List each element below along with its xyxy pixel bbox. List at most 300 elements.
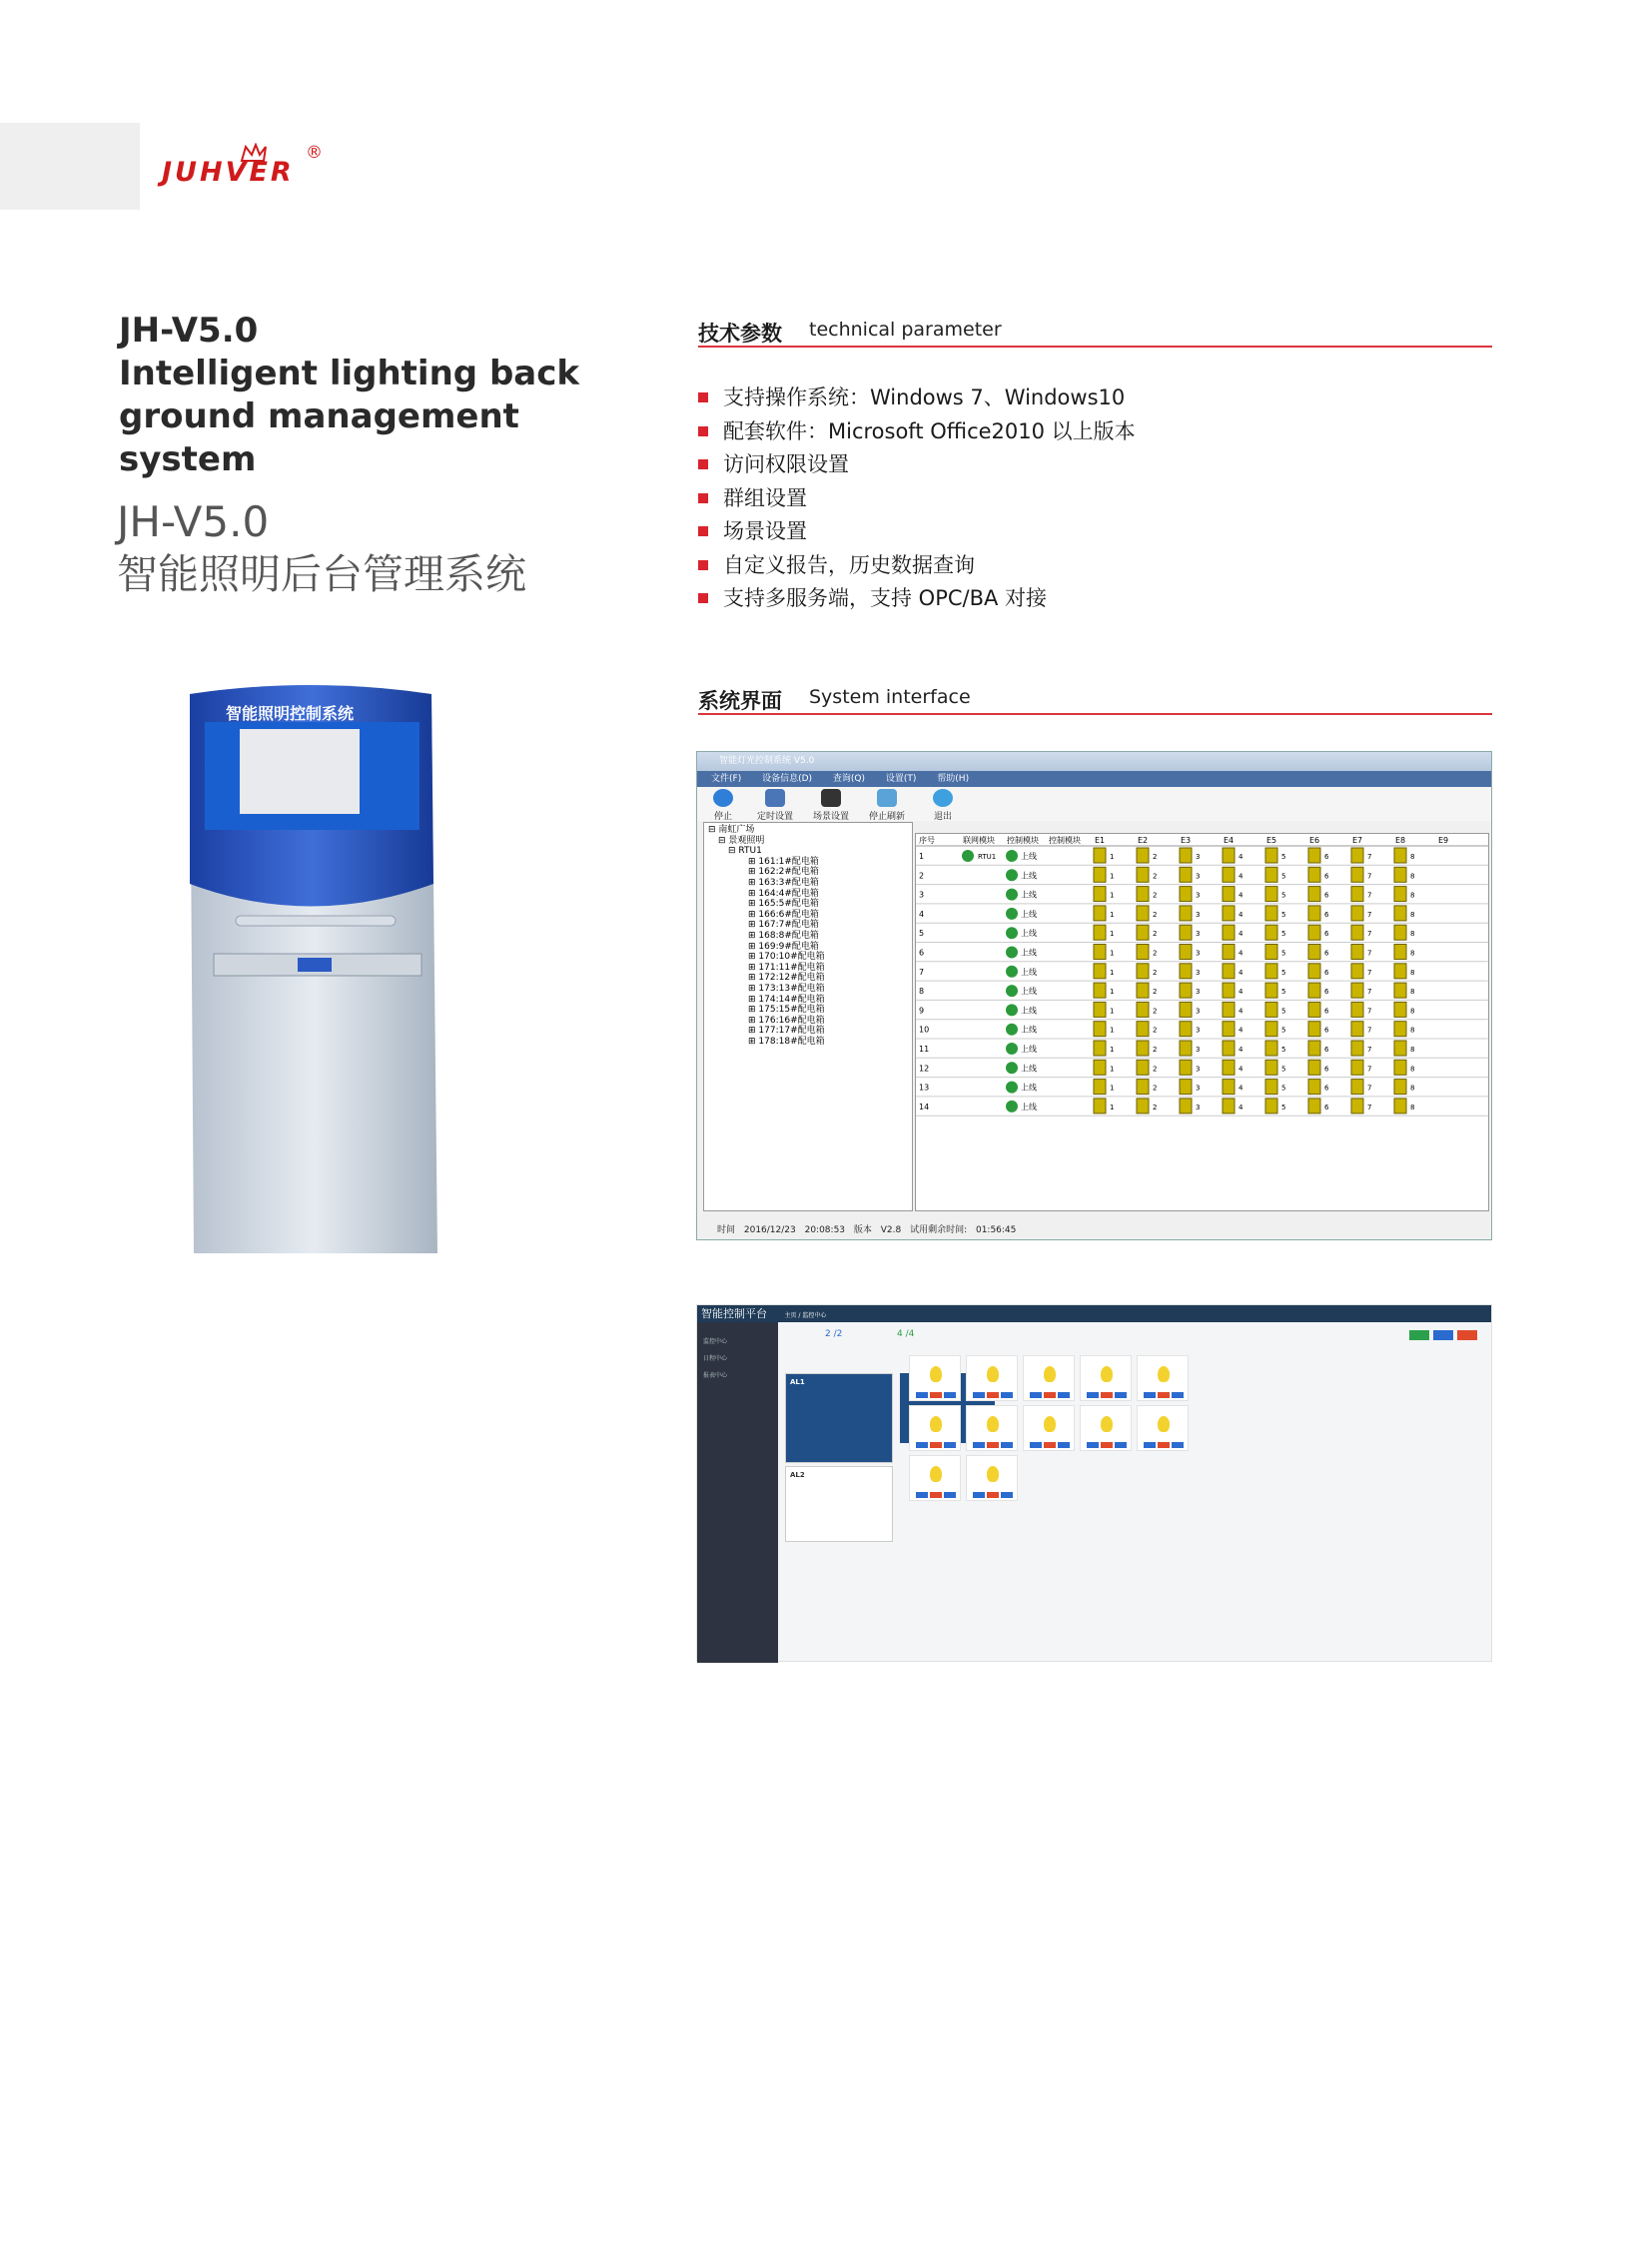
kiosk-screen-title: 智能照明控制系统 <box>226 704 355 723</box>
lamp-action-button[interactable] <box>944 1392 956 1398</box>
lamp-number: 2 <box>1153 1084 1158 1093</box>
lamp-icon <box>1351 906 1363 921</box>
lamp-card[interactable] <box>909 1405 961 1451</box>
lamp-action-button[interactable] <box>944 1442 956 1448</box>
bulb-icon <box>1044 1416 1056 1432</box>
lamp-icon <box>1351 867 1363 882</box>
lamp-card[interactable] <box>1023 1355 1075 1401</box>
parameter-list <box>698 384 1136 619</box>
online-check-icon <box>962 850 974 862</box>
lamp-card[interactable] <box>1080 1405 1132 1451</box>
bulb-icon <box>930 1466 942 1482</box>
lamp-icon <box>1137 1002 1149 1017</box>
juhver-logo <box>162 143 332 203</box>
lamp-number: 7 <box>1367 872 1372 881</box>
grid-header: E5 <box>1266 836 1277 845</box>
lamp-icon <box>1223 1060 1235 1075</box>
sidebar-item[interactable]: 报表中心 <box>703 1372 728 1379</box>
lamp-icon <box>1394 1080 1406 1095</box>
bulb-icon <box>987 1366 999 1382</box>
lamp-number: 7 <box>1367 1026 1372 1035</box>
title-en-line: JH-V5.0 <box>119 311 259 351</box>
parameter-item: 配套软件：Microsoft Office2010 以上版本 <box>698 418 1136 452</box>
tree-item[interactable]: ⊞ 174:14#配电箱 <box>748 994 825 1005</box>
lamp-number: 5 <box>1281 891 1286 900</box>
lamp-number: 8 <box>1410 1084 1415 1093</box>
lamp-action-button[interactable] <box>973 1442 985 1448</box>
parameter-item: 访问权限设置 <box>698 451 1136 485</box>
lamp-icon <box>1223 1022 1235 1037</box>
lamp-icon <box>1223 867 1235 882</box>
lamp-icon <box>1094 1099 1106 1114</box>
tree-group[interactable]: ⊟ 景观照明 <box>718 835 765 846</box>
lamp-action-button[interactable] <box>1030 1442 1042 1448</box>
lamp-icon <box>1180 925 1192 940</box>
lamp-number: 1 <box>1110 872 1115 881</box>
lamp-card[interactable] <box>1137 1405 1189 1451</box>
lamp-action-button[interactable] <box>973 1392 985 1398</box>
lamp-number: 6 <box>1324 1007 1329 1016</box>
lamp-icon <box>1223 983 1235 998</box>
lamp-icon <box>1308 1099 1320 1114</box>
scene-button[interactable]: 场景设置 <box>813 789 849 822</box>
lamp-card[interactable] <box>1023 1405 1075 1451</box>
lamp-action-button[interactable] <box>987 1442 999 1448</box>
grid-header: 控制模块 <box>1049 836 1081 845</box>
status-bar: 时间 2016/12/23 20:08:53 版本 V2.8 试用剩余时间: 01:56:45 <box>717 1225 1017 1235</box>
menu-item[interactable]: 设备信息(D) <box>762 774 813 784</box>
grid-status: 上线 <box>1021 909 1037 919</box>
tree-item[interactable]: ⊞ 176:16#配电箱 <box>748 1015 825 1026</box>
lamp-card[interactable] <box>909 1455 961 1501</box>
lamp-icon <box>1094 945 1106 960</box>
lamp-action-button[interactable] <box>1158 1442 1170 1448</box>
lamp-icon <box>1265 945 1277 960</box>
lamp-card[interactable] <box>1080 1355 1132 1401</box>
device-tree <box>703 822 913 1211</box>
lamp-number: 1 <box>1110 1065 1115 1074</box>
refresh-button[interactable]: 停止刷新 <box>869 789 905 822</box>
tree-item[interactable]: ⊞ 172:12#配电箱 <box>748 973 825 984</box>
lamp-card[interactable] <box>966 1355 1018 1401</box>
grid-status: 上线 <box>1021 987 1037 997</box>
lamp-action-button[interactable] <box>1044 1442 1056 1448</box>
grid-row-number: 9 <box>919 1006 925 1016</box>
lamp-number: 4 <box>1239 910 1243 919</box>
grid-row-number: 6 <box>919 948 925 958</box>
lamp-number: 5 <box>1281 1007 1286 1016</box>
lamp-number: 7 <box>1367 910 1372 919</box>
sidebar-item[interactable]: 监控中心 <box>703 1338 728 1345</box>
grid-status: 上线 <box>1021 1064 1037 1074</box>
lamp-action-button[interactable] <box>1001 1392 1013 1398</box>
lamp-number: 6 <box>1324 988 1329 997</box>
lamp-action-button[interactable] <box>1115 1442 1127 1448</box>
lamp-icon <box>1308 983 1320 998</box>
grid-row-number: 11 <box>919 1045 930 1054</box>
grid-row-number: 1 <box>919 852 925 861</box>
lamp-number: 3 <box>1196 853 1201 861</box>
lamp-action-button[interactable] <box>1087 1392 1099 1398</box>
lamp-icon <box>1351 1060 1363 1075</box>
tree-rtu[interactable]: ⊟ RTU1 <box>728 846 762 857</box>
lamp-number: 7 <box>1367 1007 1372 1016</box>
lamp-icon <box>1265 906 1277 921</box>
card-al1[interactable]: AL1 <box>785 1373 893 1463</box>
menu-item[interactable]: 查询(Q) <box>832 774 866 784</box>
lamp-number: 7 <box>1367 1065 1372 1074</box>
lamp-number: 3 <box>1196 930 1201 939</box>
grid-row-number: 3 <box>919 890 925 900</box>
lamp-number: 8 <box>1410 949 1415 958</box>
lamp-number: 1 <box>1110 930 1115 939</box>
lamp-icon <box>1137 1099 1149 1114</box>
lamp-icon <box>1180 1041 1192 1056</box>
grid-status: 上线 <box>1021 852 1037 861</box>
title-cn-name: 智能照明后台管理系统 <box>117 550 526 598</box>
bullet-icon <box>698 593 708 603</box>
lamp-number: 2 <box>1153 949 1158 958</box>
lamp-icon <box>1137 1060 1149 1075</box>
bulb-icon <box>930 1366 942 1382</box>
lamp-icon <box>1394 867 1406 882</box>
lamp-icon <box>1223 1080 1235 1095</box>
grid-status: 上线 <box>1021 948 1037 958</box>
lamp-number: 6 <box>1324 872 1329 881</box>
lamp-action-button[interactable] <box>930 1442 942 1448</box>
grid-row-number: 2 <box>919 871 925 881</box>
bullet-icon <box>698 560 708 570</box>
stop-button[interactable]: 停止 <box>713 789 733 822</box>
tree-item[interactable]: ⊞ 177:17#配电箱 <box>748 1026 825 1037</box>
bullet-icon <box>698 493 708 503</box>
lamp-icon <box>1223 906 1235 921</box>
lamp-number: 2 <box>1153 930 1158 939</box>
sidebar-item[interactable]: 日程中心 <box>703 1355 728 1362</box>
lamp-number: 4 <box>1239 930 1243 939</box>
lamp-number: 2 <box>1153 1065 1158 1074</box>
lamp-icon <box>1180 1002 1192 1017</box>
timer-button[interactable]: 定时设置 <box>757 789 793 822</box>
lamp-number: 1 <box>1110 1026 1115 1035</box>
title-en-line: ground management <box>119 396 519 436</box>
status-check-icon <box>1006 1082 1018 1094</box>
lamp-card[interactable] <box>966 1405 1018 1451</box>
lamp-icon <box>1094 848 1106 863</box>
tree-item[interactable]: ⊞ 164:4#配电箱 <box>748 888 819 899</box>
lamp-number: 1 <box>1110 1007 1115 1016</box>
tree-item[interactable]: ⊞ 167:7#配电箱 <box>748 920 819 931</box>
platform-title: 智能控制平台 <box>701 1307 767 1320</box>
lamp-number: 5 <box>1281 949 1286 958</box>
lamp-number: 8 <box>1410 988 1415 997</box>
kiosk-image <box>170 684 449 1283</box>
lamp-action-button[interactable] <box>1101 1392 1113 1398</box>
lamp-icon <box>1094 1002 1106 1017</box>
lamp-action-button[interactable] <box>916 1442 928 1448</box>
lamp-icon <box>1265 1080 1277 1095</box>
open-button[interactable] <box>1409 1330 1429 1340</box>
tree-root[interactable]: ⊟ 南虹广场 <box>708 825 755 835</box>
grid-header: E2 <box>1138 836 1149 845</box>
grid-row-number: 14 <box>919 1102 930 1112</box>
lamp-icon <box>1351 1002 1363 1017</box>
status-check-icon <box>1006 1043 1018 1055</box>
lamp-number: 7 <box>1367 891 1372 900</box>
grid-header: 控制模块 <box>1007 836 1039 845</box>
lamp-icon <box>1265 1041 1277 1056</box>
parameter-item: 支持操作系统：Windows 7、Windows10 <box>698 384 1136 418</box>
reset-button[interactable] <box>1457 1330 1477 1340</box>
grid-row-number: 7 <box>919 967 925 977</box>
bulb-icon <box>1101 1416 1113 1432</box>
toolbar <box>697 787 1491 821</box>
lamp-number: 6 <box>1324 1084 1329 1093</box>
status-check-icon <box>1006 869 1018 881</box>
lamp-icon <box>1394 1099 1406 1114</box>
lamp-number: 6 <box>1324 910 1329 919</box>
lamp-number: 3 <box>1196 968 1201 977</box>
lamp-number: 8 <box>1410 891 1415 900</box>
lamp-icon <box>1394 848 1406 863</box>
lamp-icon <box>1265 1022 1277 1037</box>
lamp-action-button[interactable] <box>916 1492 928 1498</box>
lamp-action-button[interactable] <box>930 1492 942 1498</box>
lamp-card[interactable] <box>966 1455 1018 1501</box>
lamp-card[interactable] <box>909 1355 961 1401</box>
lamp-number: 3 <box>1196 1084 1201 1093</box>
tree-item[interactable]: ⊞ 171:11#配电箱 <box>748 962 825 973</box>
status-check-icon <box>1006 1024 1018 1036</box>
header-grey-tab <box>0 123 140 210</box>
lamp-number: 6 <box>1324 1046 1329 1054</box>
lamp-action-button[interactable] <box>1087 1442 1099 1448</box>
lamp-number: 2 <box>1153 910 1158 919</box>
lamp-number: 4 <box>1239 1007 1243 1016</box>
lamp-action-button[interactable] <box>973 1492 985 1498</box>
close-button[interactable] <box>1433 1330 1453 1340</box>
status-check-icon <box>1006 1101 1018 1113</box>
tree-item[interactable]: ⊞ 178:18#配电箱 <box>748 1036 825 1047</box>
tree-item[interactable]: ⊞ 165:5#配电箱 <box>748 899 819 910</box>
menu-item[interactable]: 帮助(H) <box>937 774 970 784</box>
lamp-icon <box>1265 983 1277 998</box>
lamp-number: 2 <box>1153 853 1158 861</box>
grid-row-number: 12 <box>919 1064 930 1074</box>
lamp-icon <box>1223 1099 1235 1114</box>
lamp-number: 5 <box>1281 853 1286 861</box>
lamp-icon <box>1308 1041 1320 1056</box>
grid-status: 上线 <box>1021 1025 1037 1035</box>
lamp-icon <box>1223 887 1235 902</box>
lamp-action-button[interactable] <box>1115 1392 1127 1398</box>
lamp-number: 7 <box>1367 1103 1372 1112</box>
lamp-number: 5 <box>1281 930 1286 939</box>
tree-item[interactable]: ⊞ 162:2#配电箱 <box>748 867 819 878</box>
platform-topbar <box>697 1305 1491 1322</box>
lamp-number: 4 <box>1239 1103 1243 1112</box>
bullet-icon <box>698 392 708 402</box>
lamp-number: 8 <box>1410 910 1415 919</box>
lamp-number: 1 <box>1110 1084 1115 1093</box>
lamp-action-button[interactable] <box>1158 1392 1170 1398</box>
title-en-line: Intelligent lighting back <box>119 354 580 393</box>
lamp-icon <box>1180 848 1192 863</box>
device-grid <box>915 833 1489 1211</box>
lamp-icon <box>1394 906 1406 921</box>
status-check-icon <box>1006 850 1018 862</box>
lamp-icon <box>1394 925 1406 940</box>
bulb-icon <box>987 1466 999 1482</box>
lamp-number: 7 <box>1367 988 1372 997</box>
card-al2[interactable]: AL2 <box>785 1466 893 1542</box>
menu-item[interactable]: 设置(T) <box>885 774 917 784</box>
logo-text: JUHVER <box>162 157 295 188</box>
scene-icon <box>821 789 841 807</box>
lamp-icon <box>1094 906 1106 921</box>
platform-sidebar <box>697 1322 778 1663</box>
lamp-icon <box>1180 906 1192 921</box>
menu-item[interactable]: 文件(F) <box>711 774 742 784</box>
lamp-number: 4 <box>1239 891 1243 900</box>
lamp-action-button[interactable] <box>1144 1392 1156 1398</box>
lamp-icon <box>1180 964 1192 979</box>
registered-mark: ® <box>306 143 323 163</box>
lamp-action-button[interactable] <box>1058 1442 1070 1448</box>
grid-status: 上线 <box>1021 871 1037 881</box>
lamp-icon <box>1094 983 1106 998</box>
bulb-icon <box>1044 1366 1056 1382</box>
lamp-number: 4 <box>1239 872 1243 881</box>
lamp-number: 7 <box>1367 968 1372 977</box>
status-check-icon <box>1006 985 1018 997</box>
status-check-icon <box>1006 966 1018 978</box>
lamp-icon <box>1137 887 1149 902</box>
status-check-icon <box>1006 1004 1018 1016</box>
lamp-icon <box>1094 1022 1106 1037</box>
lamp-number: 5 <box>1281 1046 1286 1054</box>
lamp-number: 2 <box>1153 891 1158 900</box>
lamp-icon <box>1180 1060 1192 1075</box>
lamp-number: 3 <box>1196 1007 1201 1016</box>
ui-section-heading <box>698 685 1492 715</box>
lamp-action-button[interactable] <box>930 1392 942 1398</box>
tree-item[interactable]: ⊞ 166:6#配电箱 <box>748 909 819 920</box>
tree-item[interactable]: ⊞ 168:8#配电箱 <box>748 930 819 941</box>
lamp-number: 2 <box>1153 1026 1158 1035</box>
lamp-action-button[interactable] <box>1172 1392 1184 1398</box>
lamp-number: 6 <box>1324 891 1329 900</box>
exit-button[interactable]: 退出 <box>933 789 953 822</box>
lamp-icon <box>1180 1022 1192 1037</box>
status-check-icon <box>1006 889 1018 901</box>
grid-header: E3 <box>1181 836 1192 845</box>
lamp-icon <box>1308 848 1320 863</box>
lamp-action-button[interactable] <box>1144 1442 1156 1448</box>
lamp-number: 6 <box>1324 1026 1329 1035</box>
tree-item[interactable]: ⊞ 175:15#配电箱 <box>748 1005 825 1016</box>
lamp-number: 3 <box>1196 910 1201 919</box>
lamp-icon <box>1308 925 1320 940</box>
status-check-icon <box>1006 1062 1018 1074</box>
lamp-action-button[interactable] <box>1101 1442 1113 1448</box>
status-check-icon <box>1006 908 1018 920</box>
lamp-card[interactable] <box>1137 1355 1189 1401</box>
lamp-icon <box>1223 945 1235 960</box>
lamp-number: 2 <box>1153 1046 1158 1054</box>
lamp-number: 5 <box>1281 1026 1286 1035</box>
lamp-action-button[interactable] <box>1001 1492 1013 1498</box>
grid-header: 联网模块 <box>963 836 995 845</box>
lamp-action-button[interactable] <box>1058 1392 1070 1398</box>
tree-item[interactable]: ⊞ 161:1#配电箱 <box>748 856 819 867</box>
lamp-icon <box>1180 1080 1192 1095</box>
grid-row-number: 8 <box>919 987 925 997</box>
lamp-icon <box>1180 945 1192 960</box>
lamp-action-button[interactable] <box>944 1492 956 1498</box>
lamp-number: 4 <box>1239 968 1243 977</box>
lamp-icon <box>1351 1099 1363 1114</box>
ui-heading-cn: 系统界面 <box>698 689 782 713</box>
lamp-action-button[interactable] <box>916 1392 928 1398</box>
refresh-icon <box>877 789 897 807</box>
lamp-icon <box>1308 964 1320 979</box>
lamp-number: 2 <box>1153 1007 1158 1016</box>
lamp-number: 3 <box>1196 1103 1201 1112</box>
web-platform-screenshot <box>696 1304 1492 1662</box>
lamp-action-button[interactable] <box>1030 1392 1042 1398</box>
lamp-icon <box>1094 1060 1106 1075</box>
lamp-icon <box>1394 1022 1406 1037</box>
lamp-action-button[interactable] <box>987 1392 999 1398</box>
lamp-number: 3 <box>1196 891 1201 900</box>
menu-bar <box>697 771 1491 787</box>
lamp-number: 6 <box>1324 968 1329 977</box>
lamp-action-button[interactable] <box>1172 1442 1184 1448</box>
lamp-icon <box>1308 1022 1320 1037</box>
lamp-icon <box>1223 1002 1235 1017</box>
breadcrumb: 主页 / 监控中心 <box>784 1312 827 1319</box>
lamp-icon <box>1137 964 1149 979</box>
lamp-action-button[interactable] <box>1001 1442 1013 1448</box>
lamp-icon <box>1094 964 1106 979</box>
tree-item[interactable]: ⊞ 173:13#配电箱 <box>748 983 825 994</box>
lamp-action-button[interactable] <box>987 1492 999 1498</box>
tech-heading-cn: 技术参数 <box>698 322 782 346</box>
lamp-number: 6 <box>1324 853 1329 861</box>
lamp-number: 8 <box>1410 872 1415 881</box>
grid-row-number: 10 <box>919 1025 930 1035</box>
grid-header: E9 <box>1438 836 1449 845</box>
tree-item[interactable]: ⊞ 163:3#配电箱 <box>748 877 819 888</box>
status-check-icon <box>1006 947 1018 959</box>
parameter-item: 自定义报告，历史数据查询 <box>698 552 1136 586</box>
lamp-icon <box>1180 887 1192 902</box>
lamp-number: 7 <box>1367 1046 1372 1054</box>
grid-header: E1 <box>1095 836 1106 845</box>
grid-header: E7 <box>1352 836 1363 845</box>
lamp-action-button[interactable] <box>1044 1392 1056 1398</box>
lamp-number: 8 <box>1410 968 1415 977</box>
lamp-icon <box>1180 983 1192 998</box>
bulb-icon <box>1101 1366 1113 1382</box>
tree-item[interactable]: ⊞ 170:10#配电箱 <box>748 952 825 963</box>
lamp-icon <box>1351 1022 1363 1037</box>
grid-rtu-label: RTU1 <box>978 853 997 861</box>
lamp-icon <box>1308 1060 1320 1075</box>
tree-item[interactable]: ⊞ 169:9#配电箱 <box>748 941 819 952</box>
title-cn-model: JH-V5.0 <box>117 497 270 546</box>
